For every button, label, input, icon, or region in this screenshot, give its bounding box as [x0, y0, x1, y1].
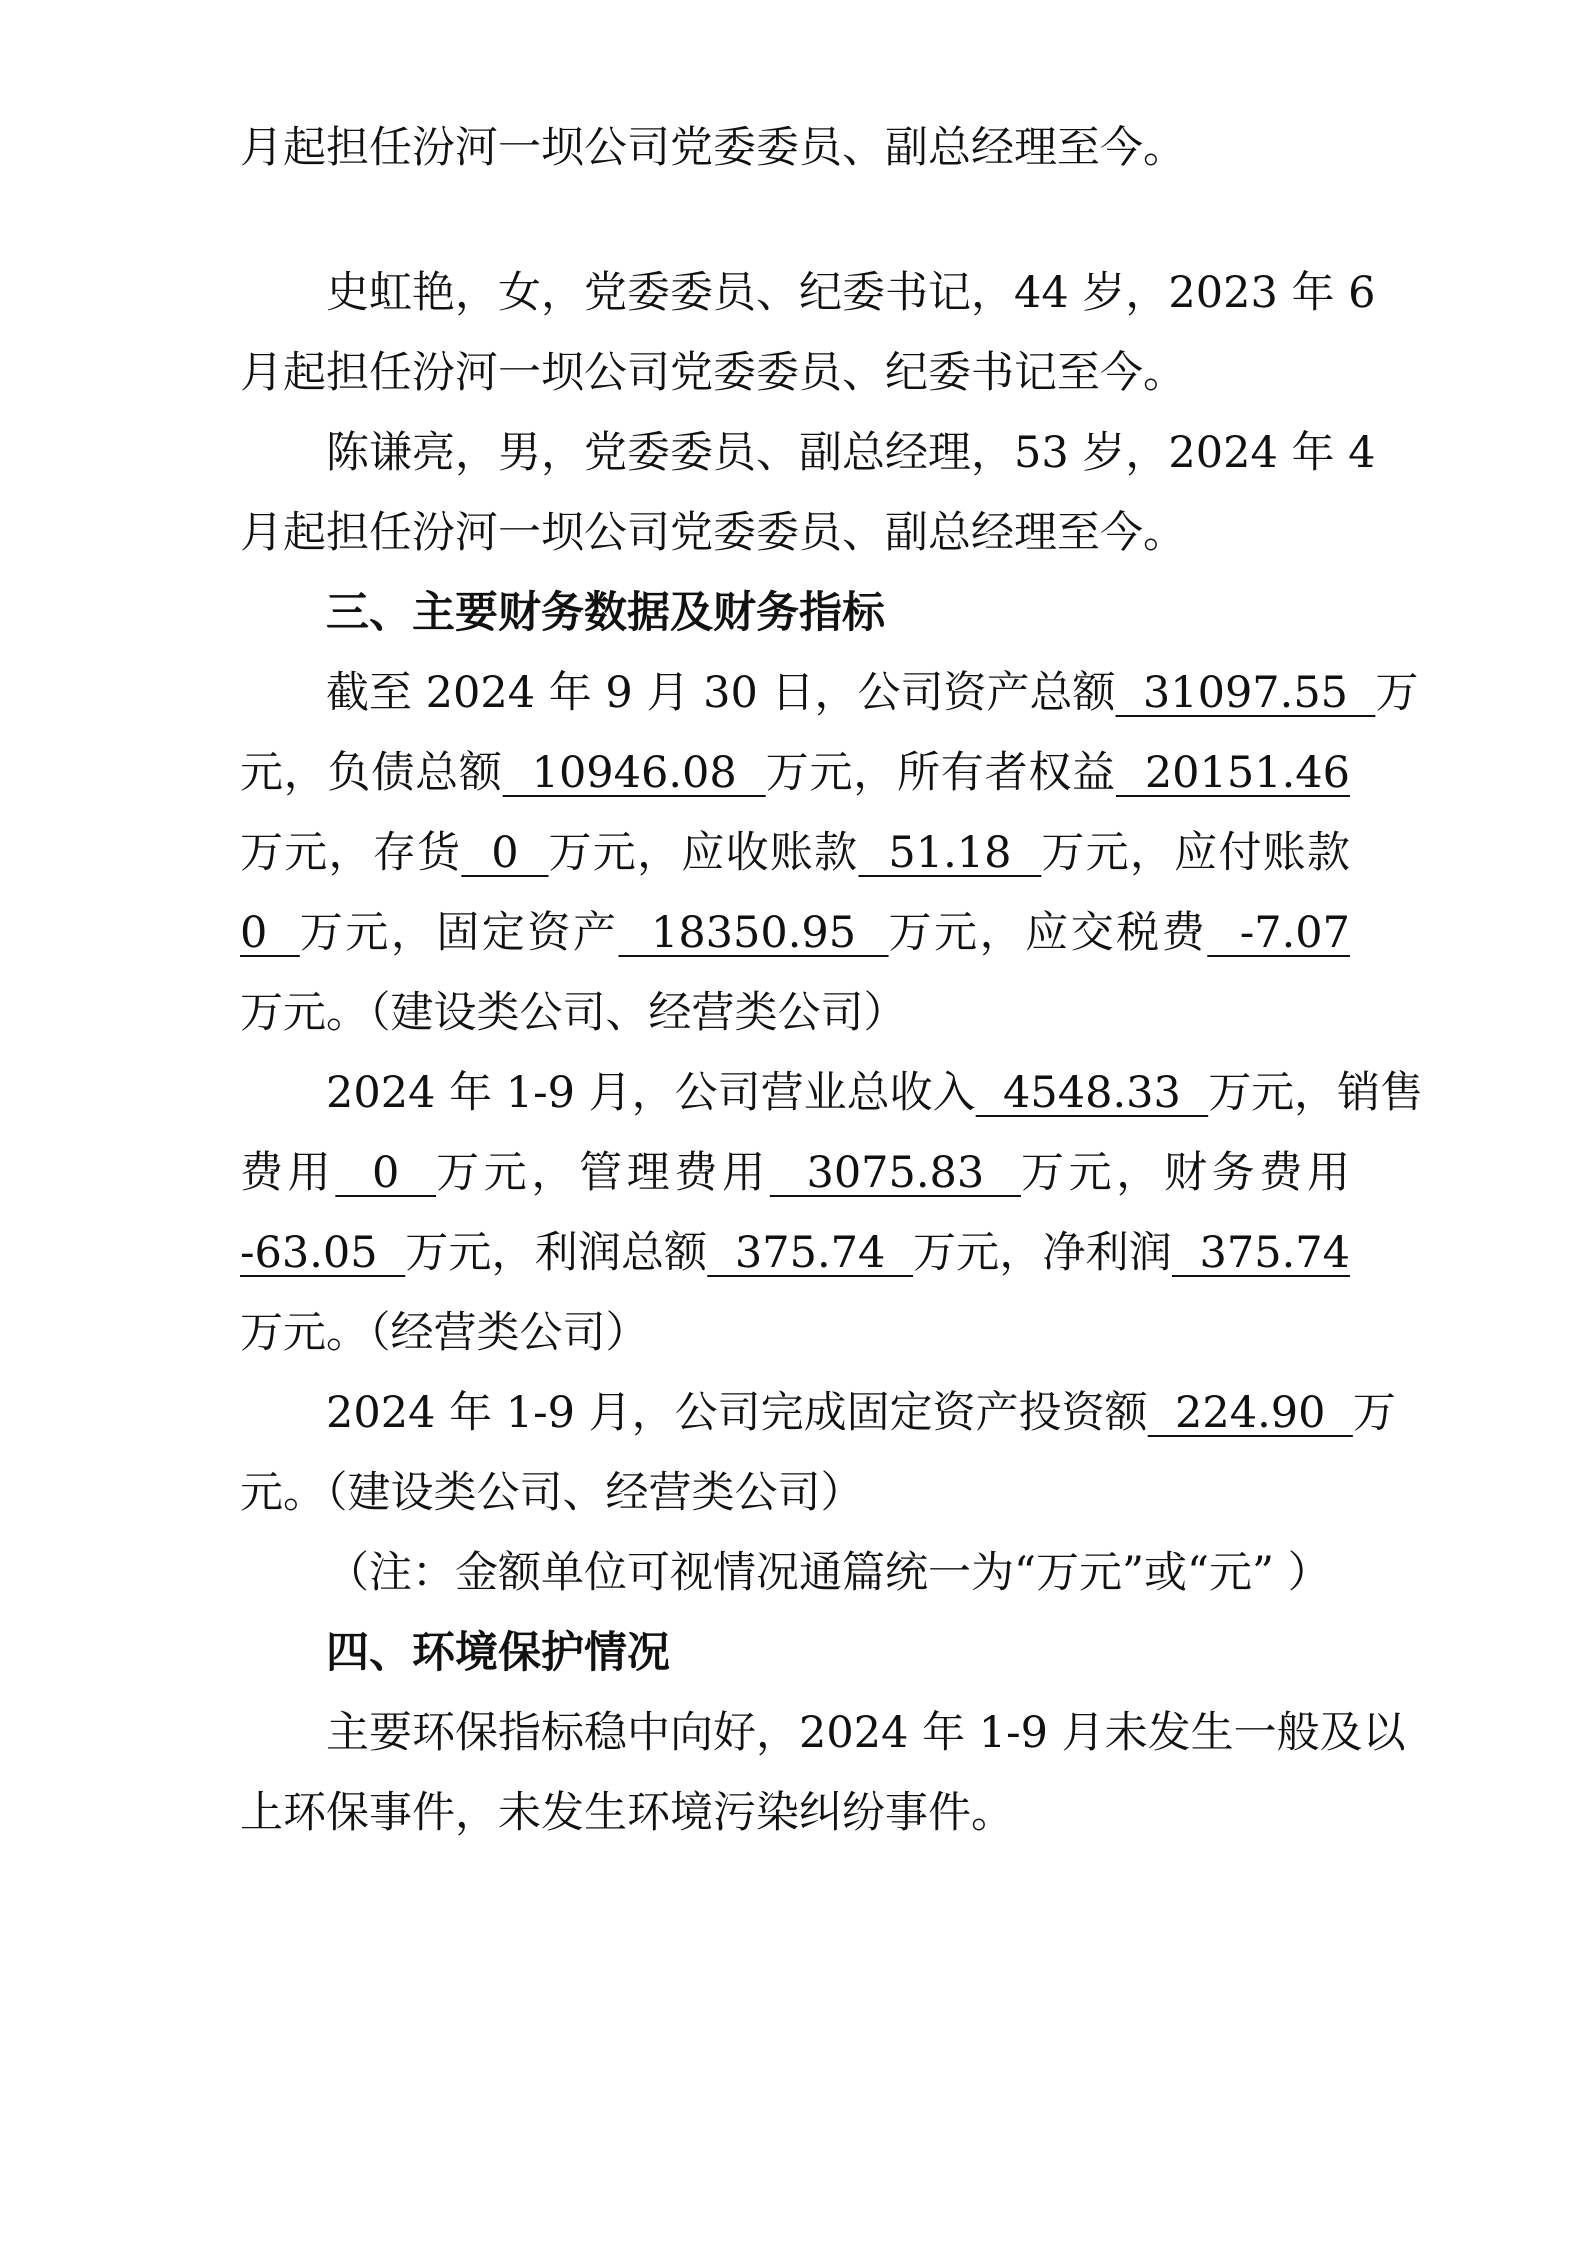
selling-expense-value: 0 — [335, 1148, 437, 1198]
text-run: 2024 年 1-9 月，公司完成固定资产投资额 — [326, 1388, 1148, 1438]
section-heading: 四、环境保护情况 — [326, 1628, 670, 1678]
text-run: 万 — [1352, 1388, 1396, 1438]
text-run: 截至 2024 年 9 月 30 日，公司资产总额 — [326, 668, 1116, 718]
fixed-asset-investment-value: 224.90 — [1147, 1388, 1353, 1438]
paragraph-line — [326, 1053, 1424, 1133]
text-run: 万元，存货 — [240, 828, 462, 878]
accounts-receivable-value: 51.18 — [858, 828, 1042, 878]
accounts-payable-value: 0 — [240, 908, 300, 958]
text-run: 万元，应收账款 — [548, 828, 859, 878]
net-profit-value: 375.74 — [1171, 1228, 1351, 1278]
text-run: 万元，净利润 — [913, 1228, 1172, 1278]
paragraph-line — [326, 1373, 1396, 1453]
total-assets-value: 31097.55 — [1115, 668, 1376, 718]
text-run: 万元，应交税费 — [888, 908, 1208, 958]
text-run: 万元，所有者权益 — [765, 748, 1116, 798]
paragraph-line: 万元。（建设类公司、经营类公司） — [240, 988, 907, 1038]
total-profit-value: 375.74 — [707, 1228, 914, 1278]
text-run: 元，负债总额 — [240, 748, 503, 798]
text-run: 2024 年 1-9 月，公司营业总收入 — [326, 1068, 976, 1118]
paragraph-line — [240, 1213, 1350, 1293]
text-run: 万元，管理费用 — [436, 1148, 770, 1198]
total-liabilities-value: 10946.08 — [502, 748, 766, 798]
paragraph-line — [240, 893, 1350, 973]
text-run: 万元，利润总额 — [405, 1228, 708, 1278]
paragraph-line — [240, 1133, 1350, 1213]
paragraph-line — [240, 733, 1350, 813]
paragraph-line: 主要环保指标稳中向好，2024 年 1-9 月未发生一般及以 — [326, 1708, 1406, 1758]
paragraph-line: 万元。（经营类公司） — [240, 1308, 649, 1358]
admin-expense-value: 3075.83 — [769, 1148, 1021, 1198]
section-heading: 三、主要财务数据及财务指标 — [326, 588, 885, 638]
total-revenue-value: 4548.33 — [975, 1068, 1209, 1118]
text-run: 万元，财务费用 — [1020, 1148, 1350, 1198]
text-run: 万 — [1375, 668, 1419, 718]
paragraph-line: 上环保事件，未发生环境污染纠纷事件。 — [240, 1788, 1014, 1838]
inventory-value: 0 — [461, 828, 549, 878]
paragraph-line: 月起担任汾河一坝公司党委委员、副总经理至今。 — [240, 123, 1186, 173]
paragraph-line: 月起担任汾河一坝公司党委委员、纪委书记至今。 — [240, 348, 1186, 398]
fixed-assets-value: 18350.95 — [618, 908, 889, 958]
paragraph-line — [326, 653, 1419, 733]
text-run: 万元，固定资产 — [299, 908, 619, 958]
paragraph-line: 史虹艳，女，党委委员、纪委书记，44 岁，2023 年 6 — [326, 268, 1376, 318]
text-run: 万元，销售 — [1208, 1068, 1424, 1118]
paragraph-line: 陈谦亮，男，党委委员、副总经理，53 岁，2024 年 4 — [326, 428, 1376, 478]
paragraph-line: 月起担任汾河一坝公司党委委员、副总经理至今。 — [240, 508, 1186, 558]
text-run: 费用 — [240, 1148, 336, 1198]
taxes-payable-value: -7.07 — [1207, 908, 1350, 958]
owners-equity-value: 20151.46 — [1115, 748, 1350, 798]
financial-expense-value: -63.05 — [240, 1228, 406, 1278]
note-line: （注：金额单位可视情况通篇统一为“万元”或“元” ） — [326, 1548, 1331, 1598]
text-run: 万元，应付账款 — [1041, 828, 1351, 878]
paragraph-line: 元。（建设类公司、经营类公司） — [240, 1468, 864, 1518]
paragraph-line — [240, 813, 1350, 893]
